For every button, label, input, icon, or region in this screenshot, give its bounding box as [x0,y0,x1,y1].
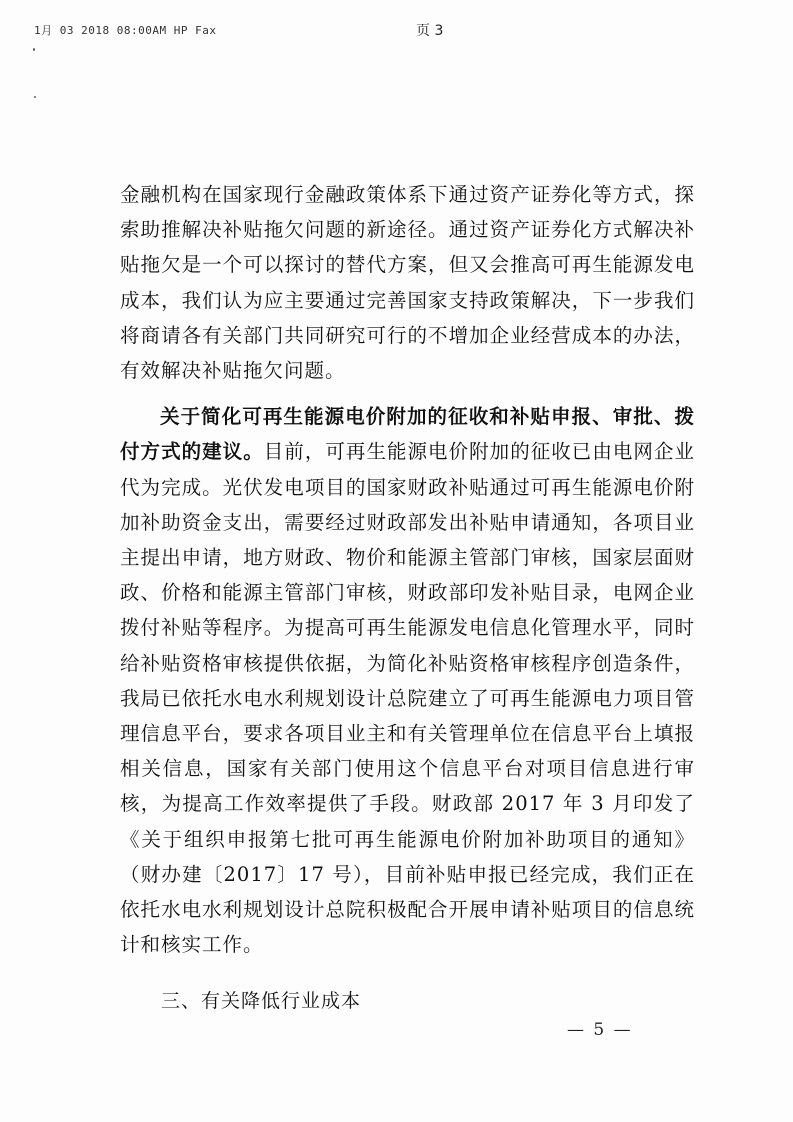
paragraph [120,399,695,962]
section-heading: 三、有关降低行业成本 [161,990,362,1012]
scan-speck [33,48,35,51]
fax-page-label: 页 3 [416,23,444,39]
paragraph-text: 金融机构在国家现行金融政策体系下通过资产证券化等方式，探索助推解决补贴拖欠问题的新途径。通过资产证券化方式解决补贴拖欠是一个可以探讨的替代方案，但又会推高可再生能源发电成本，我们认为应主要通过完善国家支持政策解决，下一步我们将商请各有关部门共同研究可行的不增加企业经营成本的办法，有效解决补贴拖欠问题。 [120,183,695,383]
paragraph-text: 目前，可再生能源电价附加的征收已由电网企业代为完成。光伏发电项目的国家财政补贴通过可再生能源电价附加补助资金支出，需要经过财政部发出补贴申请通知，各项目业主提出申请，地方财政、物价和能源主管部门审核，国家层面财政、价格和能源主管部门审核，财政部印发补贴目录，电网企业拨付补贴等程序。为提高可再生能源发电信息化管理水平，同时给补贴资格审核提供依据，为简化补贴资格审核程序创造条件，我局已依托水电水利规划设计总院建立了可再生能源电力项目管理信息平台，要求各项目业主和有关管理单位在信息平台上填报相关信息，国家有关部门使用这个信息平台对项目信息进行审核，为提高工作效率提供了手段。财政部 2017 年 3 月印发了《关于组织申报第七批可再生能源电价附加补助项目的通知》（财办建〔2017〕17 号），目前补贴申报已经完成，我们正在依托水电水利规划设计总院积极配合开展申请补贴项目的信息统计和核实工作。 [120,440,695,957]
fax-transmission-line: 1月 03 2018 08:00AM HP Fax [34,24,217,37]
document-body [120,177,695,962]
fax-header [0,22,793,38]
paragraph-lead: 关于简化可再生能源电价附加的征收和补贴申报、审批、拨付方式的建议。 [120,405,695,464]
scan-speck [34,96,36,98]
page-number: — 5 — [567,1020,633,1040]
paragraph [120,177,695,388]
